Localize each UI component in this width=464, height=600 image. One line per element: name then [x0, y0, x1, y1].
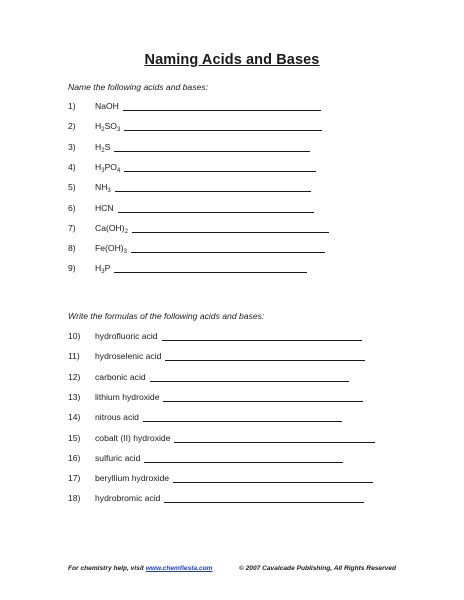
question-item: [95, 372, 146, 382]
question-number: 15): [68, 432, 81, 443]
footer-help: [68, 565, 213, 572]
answer-blank[interactable]: [162, 340, 362, 341]
question-item: [95, 223, 128, 233]
item-subscript: 3: [101, 269, 105, 276]
question-number: 16): [68, 452, 81, 463]
answer-blank[interactable]: [114, 151, 310, 152]
item-text: Fe(OH): [95, 243, 124, 254]
question-number: 17): [68, 473, 81, 484]
item-text: cobalt (II) hydroxide: [95, 432, 171, 443]
question-item: [95, 203, 114, 213]
item-subscript: 3: [107, 188, 111, 195]
footer-help-text: For chemistry help, visit: [68, 565, 146, 572]
question-number: 10): [68, 331, 81, 341]
question-row: [68, 433, 170, 443]
question-number: 18): [68, 493, 81, 504]
item-text: beryllium hydroxide: [95, 473, 170, 484]
item-subscript: 3: [101, 167, 105, 174]
question-item: [95, 473, 169, 483]
question-item: [95, 142, 110, 152]
question-item: [95, 493, 160, 503]
question-item: [95, 101, 119, 111]
question-row: [68, 101, 119, 111]
question-number: 13): [68, 391, 81, 402]
section2-instruction: Write the formulas of the following acids and bases:: [68, 311, 265, 321]
item-text: nitrous acid: [95, 412, 139, 423]
item-text: PO: [104, 161, 117, 172]
answer-blank[interactable]: [124, 130, 322, 131]
question-row: [68, 331, 158, 341]
question-item: [95, 392, 159, 402]
question-number: 5): [68, 182, 76, 193]
question-number: 3): [68, 141, 76, 152]
answer-blank[interactable]: [144, 462, 343, 463]
question-row: [68, 121, 121, 134]
question-number: 12): [68, 371, 81, 382]
answer-blank[interactable]: [114, 272, 307, 273]
question-item: [95, 331, 158, 341]
answer-blank[interactable]: [163, 401, 363, 402]
item-text: hydrofluoric acid: [95, 331, 158, 341]
item-text: hydroselenic acid: [95, 351, 162, 362]
item-subscript: 3: [116, 127, 121, 134]
question-row: [68, 453, 140, 463]
answer-blank[interactable]: [124, 171, 316, 172]
answer-blank[interactable]: [165, 360, 365, 361]
item-text: P: [104, 263, 111, 274]
item-text: SO: [104, 121, 117, 132]
question-number: 9): [68, 263, 76, 274]
item-text: H: [95, 141, 102, 152]
question-item: [95, 263, 111, 276]
question-item: [95, 121, 121, 134]
answer-blank[interactable]: [174, 442, 375, 443]
question-number: 7): [68, 222, 76, 233]
question-row: [68, 351, 161, 361]
item-subscript: 2: [101, 147, 105, 154]
question-row: [68, 412, 139, 422]
question-number: 8): [68, 243, 76, 254]
worksheet-title: Naming Acids and Bases: [144, 52, 320, 68]
footer-copyright: © 2007 Cavalcade Publishing, All Rights Reserved: [238, 565, 396, 572]
question-row: [68, 372, 146, 382]
item-subscript: 3: [123, 249, 127, 256]
question-number: 4): [68, 161, 76, 172]
question-item: [95, 162, 120, 172]
question-item: [95, 243, 127, 256]
question-item: [95, 182, 111, 195]
question-number: 1): [68, 101, 76, 111]
answer-blank[interactable]: [131, 252, 325, 253]
question-row: [68, 493, 160, 503]
question-number: 6): [68, 202, 76, 213]
question-row: [68, 243, 127, 256]
answer-blank[interactable]: [118, 212, 314, 213]
question-item: [95, 433, 170, 443]
question-row: [68, 263, 111, 276]
item-text: HCN: [95, 202, 114, 213]
question-number: 2): [68, 121, 76, 132]
question-row: [68, 142, 110, 152]
answer-blank[interactable]: [173, 482, 373, 483]
item-text: hydrobromic acid: [95, 493, 161, 504]
answer-blank[interactable]: [123, 110, 321, 111]
item-text: NH: [95, 182, 108, 193]
answer-blank[interactable]: [115, 191, 311, 192]
item-text: carbonic acid: [95, 371, 146, 382]
question-row: [68, 182, 111, 195]
answer-blank[interactable]: [164, 502, 364, 503]
question-item: [95, 412, 139, 422]
question-row: [68, 203, 114, 213]
footer-link[interactable]: www.chemfiesta.com: [145, 565, 213, 572]
item-text: NaOH: [95, 101, 119, 111]
answer-blank[interactable]: [150, 381, 349, 382]
item-text: H: [95, 121, 102, 132]
item-text: Ca(OH): [95, 222, 125, 233]
section1-instruction: Name the following acids and bases:: [68, 82, 208, 92]
item-subscript: 2: [101, 127, 105, 134]
question-item: [95, 453, 140, 463]
item-text: lithium hydroxide: [95, 391, 160, 402]
question-row: [68, 473, 169, 483]
answer-blank[interactable]: [143, 421, 342, 422]
question-row: [68, 162, 120, 172]
item-text: H: [95, 161, 102, 172]
item-text: sulfuric acid: [95, 452, 141, 463]
question-number: 11): [68, 351, 80, 362]
item-subscript: 4: [116, 167, 121, 174]
item-text: S: [104, 141, 111, 152]
answer-blank[interactable]: [132, 232, 329, 233]
question-number: 14): [68, 412, 81, 423]
item-subscript: 2: [124, 228, 128, 235]
question-row: [68, 392, 159, 402]
question-row: [68, 223, 128, 233]
question-item: [95, 351, 161, 361]
item-text: H: [95, 263, 102, 274]
